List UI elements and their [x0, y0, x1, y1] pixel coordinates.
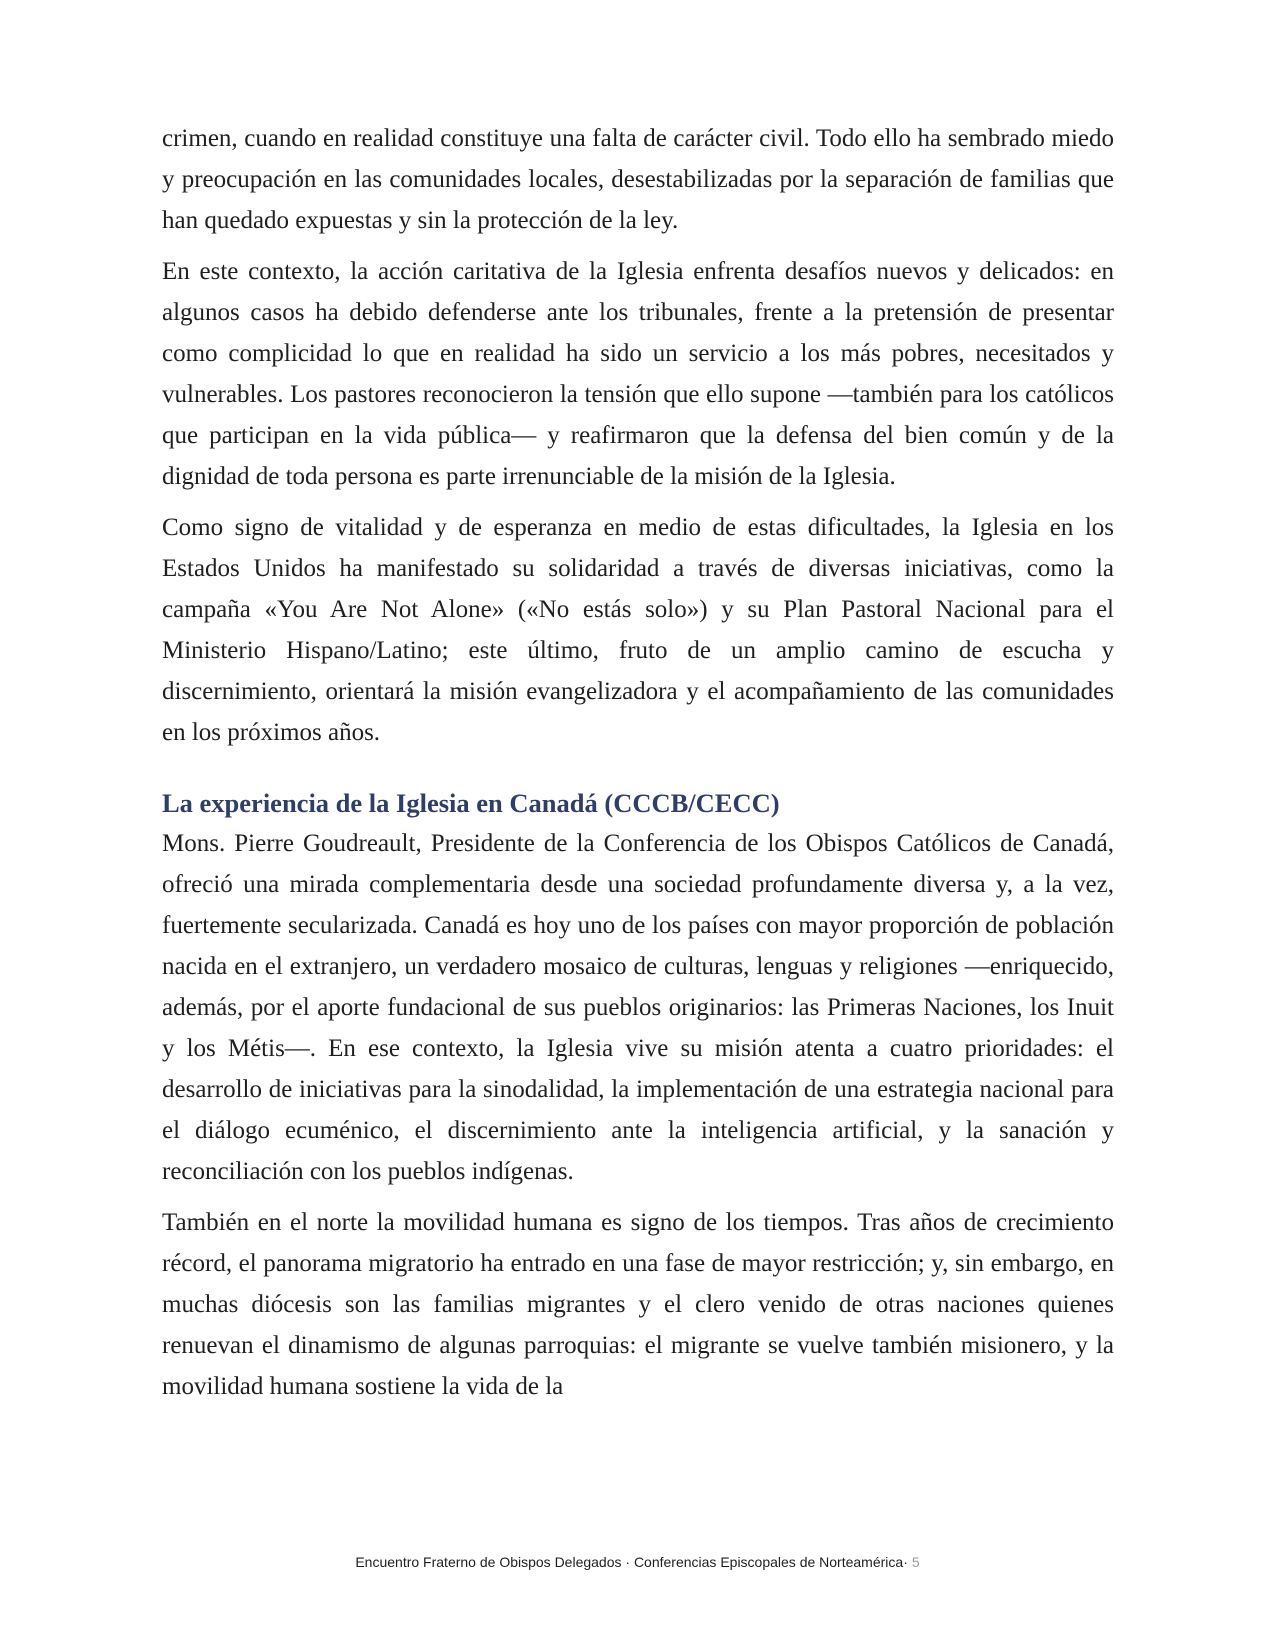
body-paragraph: Como signo de vitalidad y de esperanza en medio de estas dificultades, la Iglesia en los Estados Unidos ha manifestado su solidaridad a través de diversas iniciativas, como la campaña «You Are Not Alone» («No estás solo») y su Plan Pastoral Nacional para el Ministerio Hispano/Latino; este último, fruto de un amplio camino de escucha y discernimiento, orientará la misión evangelizadora y el acompañamiento de las comunidades en los próximos años. — [162, 514, 1114, 746]
page-number: 5 — [911, 1554, 920, 1570]
page-footer — [0, 1554, 1275, 1570]
body-paragraph: En este contexto, la acción caritativa de la Iglesia enfrenta desafíos nuevos y delicados: en algunos casos ha debido defenderse ante los tribunales, frente a la pretensión de presentar como complicidad lo que en realidad ha sido un servicio a los más pobres, necesitados y vulnerables. Los pastores reconocieron la tensión que ello supone —también para los católicos que participan en la vida pública— y reafirmaron que la defensa del bien común y de la dignidad de toda persona es parte irrenunciable de la misión de la Iglesia. — [162, 258, 1114, 490]
body-paragraph: También en el norte la movilidad humana es signo de los tiempos. Tras años de crecimiento récord, el panorama migratorio ha entrado en una fase de mayor restricción; y, sin embargo, en muchas diócesis son las familias migrantes y el clero venido de otras naciones quienes renuevan el dinamismo de algunas parroquias: el migrante se vuelve también misionero, y la movilidad humana sostiene la vida de la — [162, 1209, 1114, 1400]
document-page — [162, 118, 1114, 1417]
footer-text: Encuentro Fraterno de Obispos Delegados · Conferencias Episcopales de Norteamérica· — [355, 1554, 908, 1570]
body-paragraph: crimen, cuando en realidad constituye una falta de carácter civil. Todo ello ha sembrado miedo y preocupación en las comunidades locales, desestabilizadas por la separación de familias que han quedado expuestas y sin la protección de la ley. — [162, 125, 1114, 234]
section-heading: La experiencia de la Iglesia en Canadá (CCCB/CECC) — [162, 788, 780, 818]
body-paragraph: Mons. Pierre Goudreault, Presidente de la Conferencia de los Obispos Católicos de Canadá, ofreció una mirada complementaria desde una sociedad profundamente diversa y, a la vez, fuertemente secularizada. Canadá es hoy uno de los países con mayor proporción de población nacida en el extranjero, un verdadero mosaico de culturas, lenguas y religiones —enriquecido, además, por el aporte fundacional de sus pueblos originarios: las Primeras Naciones, los Inuit y los Métis—. En ese contexto, la Iglesia vive su misión atenta a cuatro prioridades: el desarrollo de iniciativas para la sinodalidad, la implementación de una estrategia nacional para el diálogo ecuménico, el discernimiento ante la inteligencia artificial, y la sanación y reconciliación con los pueblos indígenas. — [162, 830, 1114, 1185]
